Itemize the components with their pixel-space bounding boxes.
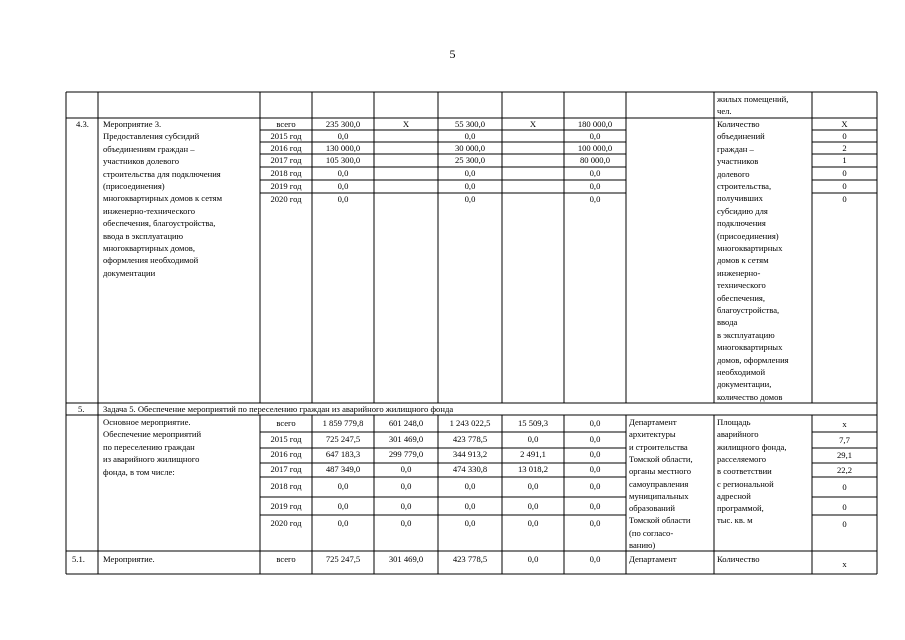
other-cell: 0,0 — [589, 518, 601, 528]
total-cell: 487 349,0 — [325, 464, 361, 474]
value-5-1: х — [842, 559, 847, 569]
indicator-line: граждан – — [717, 143, 754, 154]
activity-title-line: оформления необходимой — [103, 255, 199, 266]
indicator-line: участников — [717, 156, 759, 167]
year-cell: 2016 год — [270, 449, 302, 459]
other-cell: 0,0 — [589, 481, 601, 491]
total-cell: 105 300,0 — [325, 154, 361, 165]
year-cell: 2017 год — [270, 154, 302, 165]
indicator-line: программой, — [717, 503, 764, 514]
total-cell: 0,0 — [337, 481, 349, 491]
page-number: 5 — [449, 47, 456, 61]
indicator-line: домов к сетям — [717, 255, 769, 266]
indicator-line: многоквартирных — [717, 243, 783, 253]
activity-title-line: строительства для подключения — [103, 168, 221, 179]
federal-cell: Х — [402, 118, 410, 129]
indicator-value-cell: 0 — [842, 167, 847, 178]
indicator-value-cell: 0 — [842, 519, 847, 529]
year-cell: 2017 год — [270, 464, 302, 474]
local-cell: 2 491,1 — [520, 449, 546, 459]
regional-cell: 0,0 — [464, 193, 476, 204]
year-cell: 2020 год — [270, 193, 302, 204]
indicator-value-cell: 0 — [842, 502, 847, 512]
year-cell: 2019 год — [270, 180, 302, 191]
indicator-line: документации, — [717, 379, 772, 390]
executor-line: архитектуры — [629, 429, 676, 440]
other-cell: 0,0 — [589, 449, 601, 459]
indicator-value-cell: 29,1 — [836, 450, 853, 460]
year-cell: 2016 год — [270, 142, 302, 153]
indicator-line: расселяемого — [717, 453, 767, 464]
activity-title-line: многоквартирных домов, — [103, 243, 195, 253]
other-cell: 0,0 — [589, 193, 601, 204]
indicator-line: обеспечения, — [717, 292, 766, 303]
indicator-5-1: Количество — [717, 554, 760, 564]
federal-cell: 299 779,0 — [388, 449, 424, 459]
indicator-line: домов, оформления — [717, 354, 789, 365]
total-cell: 0,0 — [337, 193, 349, 204]
year-cell: 2019 год — [270, 501, 302, 511]
executor-line: ванию) — [629, 540, 656, 550]
local-cell: Х — [529, 118, 537, 129]
indicator-line: субсидию для — [717, 205, 768, 216]
federal-cell: 0,0 — [400, 518, 412, 528]
activity-title-line: Мероприятие 3. — [103, 119, 162, 129]
activity-title-line: участников долевого — [103, 156, 180, 167]
local-cell: 0,0 — [527, 501, 539, 511]
regional-cell: 423 778,5 — [452, 434, 488, 444]
indicator-value-cell: х — [842, 419, 847, 429]
activity-title-line: инженерно-технического — [103, 205, 196, 216]
year-cell: всего — [276, 418, 296, 428]
regional-cell: 474 330,8 — [452, 464, 488, 474]
total-cell: 0,0 — [337, 501, 349, 511]
activity-title-line: объединениям граждан – — [103, 143, 195, 154]
indicator-line: многоквартирных — [717, 342, 783, 353]
total-cell: 130 000,0 — [325, 142, 361, 153]
indicator-value-cell: 22,2 — [836, 465, 853, 475]
total-cell: 1 859 779,8 — [322, 418, 364, 428]
indicator-line: количество домов — [717, 391, 783, 402]
executor-line: (по согласо- — [629, 527, 674, 538]
indicator-line: с региональной — [717, 478, 774, 489]
regional-cell: 1 243 022,5 — [449, 418, 491, 428]
indicator-line: тыс. кв. м — [717, 515, 753, 526]
indicator-value-cell: 2 — [842, 142, 847, 153]
activity-title-line: (присоединения) — [103, 181, 165, 191]
federal-cell: 301 469,0 — [388, 434, 424, 444]
local-cell: 0,0 — [527, 518, 539, 528]
federal-cell: 601 248,0 — [388, 418, 424, 428]
indicator-value-cell: 0 — [842, 180, 847, 191]
regional-cell: 0,0 — [464, 167, 476, 178]
regional-cell: 25 300,0 — [454, 154, 486, 165]
activity-title-line: Предоставления субсидий — [103, 131, 200, 142]
federal-cell: 0,0 — [400, 464, 412, 474]
total-cell: 647 183,3 — [325, 449, 361, 459]
indicator-line: объединений — [717, 131, 765, 142]
regional-cell: 423 778,5 — [452, 554, 488, 564]
year-cell: 2018 год — [270, 481, 302, 491]
executor-line: образований — [629, 503, 675, 514]
federal-cell: 301 469,0 — [388, 554, 424, 564]
top-indicator-line-2: чел. — [717, 106, 732, 116]
other-cell: 0,0 — [589, 554, 601, 564]
other-cell: 0,0 — [589, 130, 601, 141]
other-cell: 80 000,0 — [579, 154, 611, 165]
total-cell: 0,0 — [337, 518, 349, 528]
executor-line: органы местного — [629, 466, 691, 477]
row-number-5-1: 5.1. — [72, 554, 85, 564]
indicator-line: строительства, — [717, 181, 772, 191]
local-cell: 15 509,3 — [517, 418, 549, 428]
row-number: 4.3. — [76, 119, 89, 129]
total-cell: 0,0 — [337, 180, 349, 191]
main-title-line: Основное мероприятие. — [103, 417, 191, 427]
regional-cell: 0,0 — [464, 518, 476, 528]
task-title: Задача 5. Обеспечение мероприятий по переселению граждан из аварийного жилищного фонда — [103, 404, 454, 414]
regional-cell: 0,0 — [464, 481, 476, 491]
indicator-line: долевого — [717, 168, 750, 179]
other-cell: 0,0 — [589, 434, 601, 444]
indicator-line: необходимой — [717, 367, 766, 377]
federal-cell: 0,0 — [400, 501, 412, 511]
indicator-line: жилищного фонда, — [717, 441, 787, 452]
indicator-line: ввода — [717, 317, 738, 328]
total-cell: 0,0 — [337, 167, 349, 178]
federal-cell: 0,0 — [400, 481, 412, 491]
regional-cell: 344 913,2 — [452, 449, 488, 459]
indicator-value-cell: 1 — [842, 154, 847, 165]
executor-line: Томской области, — [629, 453, 693, 464]
other-cell: 180 000,0 — [577, 118, 613, 129]
executor-line: Томской области — [629, 515, 691, 526]
indicator-line: благоустройства, — [717, 305, 780, 315]
other-cell: 0,0 — [589, 180, 601, 191]
total-cell: 725 247,5 — [325, 554, 361, 564]
indicator-line: подключения — [717, 218, 766, 229]
local-cell: 0,0 — [527, 434, 539, 444]
indicator-value-cell: 7,7 — [839, 435, 850, 445]
year-cell: 2020 год — [270, 518, 302, 528]
executor-line: самоуправления — [629, 478, 689, 489]
local-cell: 0,0 — [527, 481, 539, 491]
indicator-line: инженерно- — [717, 267, 761, 278]
executor-line: муниципальных — [629, 490, 689, 501]
top-indicator-line-1: жилых помещений, — [717, 94, 789, 104]
year-cell: всего — [276, 554, 296, 564]
activity-title-line: многоквартирных домов к сетям — [103, 193, 223, 204]
indicator-line: аварийного — [717, 429, 759, 440]
regional-cell: 0,0 — [464, 501, 476, 511]
indicator-line: в эксплуатацию — [717, 329, 775, 340]
indicator-value-cell: 0 — [842, 193, 847, 204]
activity-title-line: ввода в эксплуатацию — [103, 230, 184, 241]
indicator-line: технического — [717, 280, 766, 291]
main-title-line: из аварийного жилищного — [103, 454, 200, 465]
local-cell: 13 018,2 — [517, 464, 549, 474]
indicator-line: Площадь — [717, 417, 751, 427]
indicator-line: получивших — [717, 193, 763, 204]
regional-cell: 0,0 — [464, 130, 476, 141]
local-cell: 0,0 — [527, 554, 539, 564]
task-number: 5. — [78, 404, 85, 414]
executor-line: Департамент — [629, 417, 677, 427]
main-title-line: Обеспечение мероприятий — [103, 429, 202, 440]
other-cell: 0,0 — [589, 501, 601, 511]
indicator-line: (присоединения) — [717, 230, 779, 241]
indicator-value-cell: 0 — [842, 130, 847, 141]
indicator-line: в соответствии — [717, 466, 772, 477]
other-cell: 100 000,0 — [577, 142, 613, 153]
other-cell: 0,0 — [589, 464, 601, 474]
indicator-value-cell: 0 — [842, 482, 847, 492]
year-cell: всего — [276, 118, 296, 129]
year-cell: 2015 год — [270, 434, 302, 444]
year-cell: 2018 год — [270, 167, 302, 178]
indicator-line: адресной — [717, 490, 751, 501]
indicator-value-cell: Х — [841, 118, 848, 129]
regional-cell: 30 000,0 — [454, 142, 486, 153]
activity-5-1-title: Мероприятие. — [103, 554, 155, 564]
indicator-line: Количество — [717, 119, 760, 129]
year-cell: 2015 год — [270, 130, 302, 141]
main-title-line: по переселению граждан — [103, 441, 195, 452]
total-cell: 0,0 — [337, 130, 349, 141]
executor-line: и строительства — [629, 441, 688, 452]
regional-cell: 0,0 — [464, 180, 476, 191]
main-title-line: фонда, в том числе: — [103, 466, 175, 477]
total-cell: 235 300,0 — [325, 118, 361, 129]
other-cell: 0,0 — [589, 167, 601, 178]
regional-cell: 55 300,0 — [454, 118, 486, 129]
total-cell: 725 247,5 — [325, 434, 361, 444]
activity-title-line: обеспечения, благоустройства, — [103, 218, 216, 229]
activity-title-line: документации — [103, 267, 156, 278]
executor-5-1: Департамент — [629, 554, 677, 564]
other-cell: 0,0 — [589, 418, 601, 428]
